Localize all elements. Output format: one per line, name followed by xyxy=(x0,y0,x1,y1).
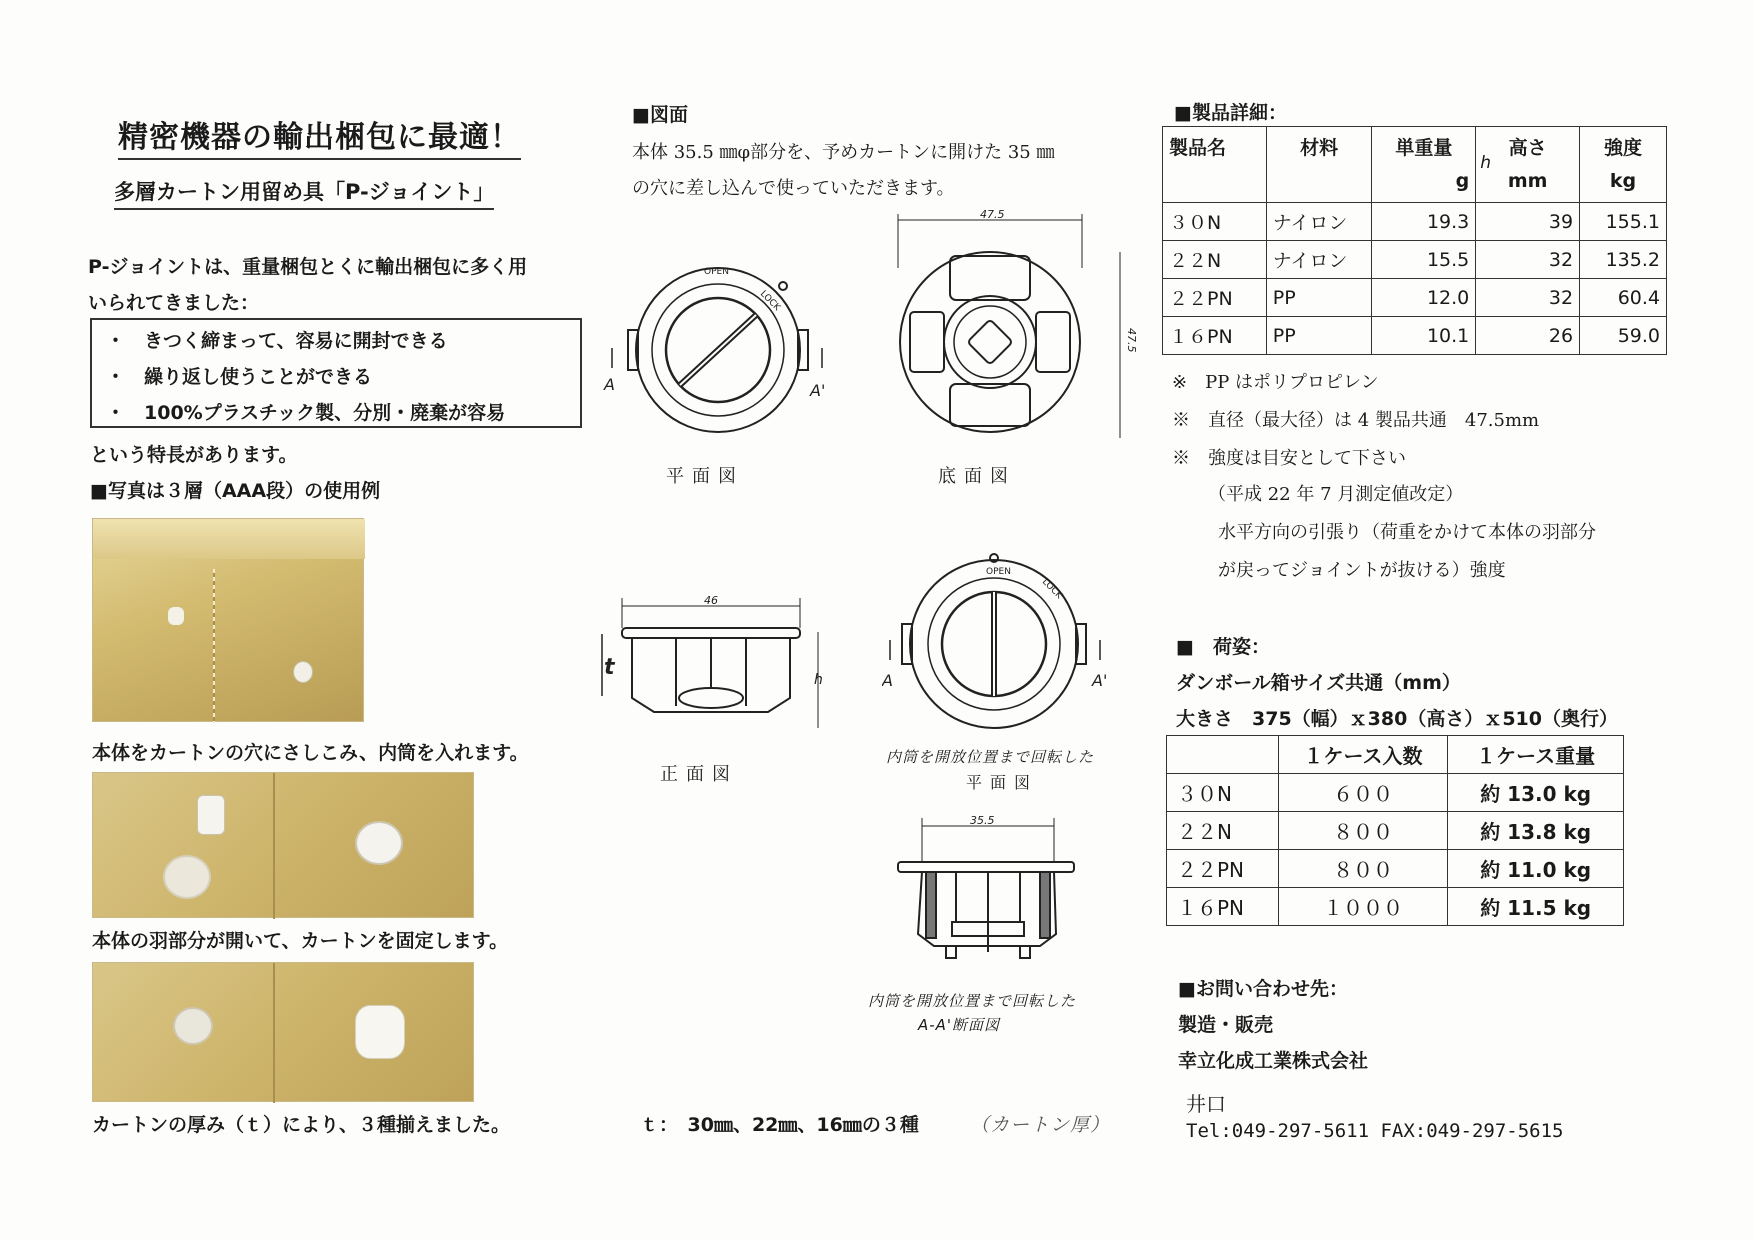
lock-label: LOCK xyxy=(1039,577,1064,602)
contact-company: 幸立化成工業株式会社 xyxy=(1178,1050,1369,1072)
photo-carton-box xyxy=(92,518,364,722)
th-product xyxy=(1163,127,1267,203)
drawing-text-2: の穴に差し込んで使っていただきます。 xyxy=(632,178,955,199)
carton-edge xyxy=(213,569,215,723)
wing-top xyxy=(950,256,1030,300)
section-view-drawing xyxy=(890,812,1080,962)
th-case-weight: １ケース重量 xyxy=(1448,736,1624,774)
feature-item: ・ 100%プラスチック製、分別・廃棄が容易 xyxy=(106,402,506,424)
note-sub-2: 水平方向の引張り（荷重をかけて本体の羽部分 xyxy=(1218,522,1596,543)
thickness-hand-note: （カートン厚） xyxy=(970,1114,1111,1136)
cell-quantity: ６００ xyxy=(1278,774,1448,812)
rotated-top-label-1: 内筒を開放位置まで回転した xyxy=(886,748,1095,766)
rotated-top-view-drawing xyxy=(882,548,1122,748)
wall-hatch xyxy=(1040,872,1050,938)
cell-case-weight: 約 11.5 kg xyxy=(1448,888,1624,926)
cell-case-weight: 約 11.0 kg xyxy=(1448,850,1624,888)
a-label: A xyxy=(882,671,893,690)
open-label: OPEN xyxy=(704,267,729,277)
feature-box xyxy=(90,318,582,428)
cell-case-weight: 約 13.0 kg xyxy=(1448,774,1624,812)
drawing-heading: ■図面 xyxy=(632,104,688,126)
cell-height: 26 xyxy=(1476,317,1580,355)
h-label: h xyxy=(814,672,823,688)
front-view-label: 正面図 xyxy=(660,764,738,785)
dim-46: 46 xyxy=(704,594,718,607)
cell-weight: 19.3 xyxy=(1372,203,1476,241)
table-row xyxy=(1163,279,1667,317)
table-row xyxy=(1163,241,1667,279)
intro-line-1: P-ジョイントは、重量梱包とくに輸出梱包に多く用 xyxy=(88,256,528,278)
cell-quantity: １０００ xyxy=(1278,888,1448,926)
bottom-view-drawing xyxy=(888,208,1138,448)
th-label: 強度 xyxy=(1604,137,1643,159)
table-header-row xyxy=(1163,127,1667,203)
tube-bottom xyxy=(679,688,743,708)
cell-material: ナイロン xyxy=(1266,241,1372,279)
contact-role: 製造・販売 xyxy=(1178,1014,1274,1036)
joint-wing-icon xyxy=(355,1005,405,1059)
top-view-label: 平面図 xyxy=(666,466,744,487)
page-subtitle: 多層カートン用留め具「P-ジョイント」 xyxy=(114,176,494,210)
cell-height: 39 xyxy=(1476,203,1580,241)
flange xyxy=(898,862,1074,872)
packing-table xyxy=(1166,735,1624,926)
cell-product: ３０N xyxy=(1167,774,1279,812)
cell-product: ３０N xyxy=(1163,203,1267,241)
cell-strength: 60.4 xyxy=(1580,279,1667,317)
packing-heading: ■ 荷姿： xyxy=(1176,636,1270,658)
flange xyxy=(622,628,800,638)
contact-person: 井口 xyxy=(1186,1092,1226,1116)
joint-photo-icon xyxy=(293,661,313,683)
note-1: ※ PP はポリプロピレン xyxy=(1172,372,1379,393)
cell-product: １６PN xyxy=(1167,888,1279,926)
front-view-drawing xyxy=(592,588,832,738)
section-label-2: A-A'断面図 xyxy=(918,1016,1001,1034)
section-label-1: 内筒を開放位置まで回転した xyxy=(868,992,1077,1010)
tube-bar-inner xyxy=(680,315,756,385)
dim-47-5-h: 47.5 xyxy=(980,208,1005,221)
thickness-note: ｔ： 30㎜、22㎜、16㎜の３種 xyxy=(640,1114,919,1136)
wing-bottom xyxy=(950,384,1030,426)
note-sub-3: が戻ってジョイントが抜ける）強度 xyxy=(1218,560,1506,581)
wing-left xyxy=(910,312,944,372)
product-details-table xyxy=(1162,126,1667,355)
cell-product: ２２N xyxy=(1163,241,1267,279)
cell-material: PP xyxy=(1266,317,1372,355)
photo-heading: ■写真は３層（AAA段）の使用例 xyxy=(90,480,381,502)
open-label: OPEN xyxy=(986,567,1011,577)
photo-joint-fixed xyxy=(92,962,474,1102)
cell-product: １６PN xyxy=(1163,317,1267,355)
lock-label: LOCK xyxy=(757,289,782,314)
photo-divider xyxy=(273,773,275,919)
cell-strength: 135.2 xyxy=(1580,241,1667,279)
center-cross xyxy=(967,319,1012,364)
cell-quantity: ８００ xyxy=(1278,850,1448,888)
th-label: 製品名 xyxy=(1169,137,1227,159)
th-quantity: １ケース入数 xyxy=(1278,736,1448,774)
lock-dot xyxy=(779,282,787,290)
photo-caption-3: カートンの厚み（ｔ）により、３種揃えました。 xyxy=(92,1114,511,1136)
bottom-view-label: 底面図 xyxy=(938,466,1016,487)
details-heading: ■製品詳細： xyxy=(1174,102,1287,124)
inner-ring xyxy=(944,296,1036,388)
foot xyxy=(1020,946,1030,958)
packing-line-1: ダンボール箱サイズ共通（mm） xyxy=(1176,672,1461,694)
cell-height: 32 xyxy=(1476,279,1580,317)
th-label: 単重量 xyxy=(1395,137,1453,159)
contact-heading: ■お問い合わせ先： xyxy=(1178,978,1348,1000)
cell-quantity: ８００ xyxy=(1278,812,1448,850)
wall-hatch xyxy=(926,872,936,938)
rotated-top-label-2: 平面図 xyxy=(966,773,1039,792)
cell-weight: 10.1 xyxy=(1372,317,1476,355)
packing-line-2: 大きさ 375（幅）ｘ380（高さ）ｘ510（奥行） xyxy=(1176,708,1618,730)
t-label: t xyxy=(604,655,615,680)
wing-right xyxy=(1036,312,1070,372)
table-row xyxy=(1167,850,1624,888)
th-weight xyxy=(1372,127,1476,203)
joint-photo-icon xyxy=(168,607,184,625)
joint-top-icon xyxy=(355,821,403,865)
th-label: 高さ xyxy=(1508,137,1547,159)
cell-weight: 12.0 xyxy=(1372,279,1476,317)
table-row xyxy=(1163,203,1667,241)
th-material xyxy=(1266,127,1372,203)
note-2: ※ 直径（最大径）は 4 製品共通 47.5mm xyxy=(1172,410,1540,431)
photo-caption-2: 本体の羽部分が開いて、カートンを固定します。 xyxy=(92,930,509,952)
intro-line-2: いられてきました： xyxy=(88,292,260,314)
cell-height: 32 xyxy=(1476,241,1580,279)
th-strength xyxy=(1580,127,1667,203)
foot xyxy=(946,946,956,958)
a-prime-label: A' xyxy=(1092,671,1108,690)
inner-tube-icon xyxy=(197,795,225,835)
feature-item: ・ きつく締まって、容易に開封できる xyxy=(106,330,448,352)
cell-material: ナイロン xyxy=(1266,203,1372,241)
cell-material: PP xyxy=(1266,279,1372,317)
table-header-row xyxy=(1167,736,1624,774)
inner-ring-2 xyxy=(954,306,1026,378)
joint-hole-icon xyxy=(173,1007,213,1045)
h-mark: h xyxy=(1480,153,1492,173)
photo-joint-open xyxy=(92,772,474,918)
table-row xyxy=(1167,812,1624,850)
th-unit: mm xyxy=(1507,170,1548,192)
table-row xyxy=(1167,888,1624,926)
feature-item: ・ 繰り返し使うことができる xyxy=(106,366,373,388)
note-3: ※ 強度は目安として下さい xyxy=(1172,448,1406,469)
outer-ring xyxy=(900,252,1080,432)
th-height xyxy=(1476,127,1580,203)
photo-divider xyxy=(273,963,275,1103)
page-title: 精密機器の輸出梱包に最適！ xyxy=(118,112,521,160)
a-prime-label: A' xyxy=(810,381,826,400)
cell-product: ２２PN xyxy=(1167,850,1279,888)
a-label: A xyxy=(604,375,615,394)
table-row xyxy=(1167,774,1624,812)
th-unit: g xyxy=(1455,170,1470,192)
photo-caption-1: 本体をカートンの穴にさしこみ、内筒を入れます。 xyxy=(92,742,529,764)
th-unit: kg xyxy=(1609,170,1637,192)
cell-strength: 59.0 xyxy=(1580,317,1667,355)
contact-phone: Tel:049-297-5611 FAX:049-297-5615 xyxy=(1186,1120,1564,1142)
dim-35-5: 35.5 xyxy=(970,814,995,827)
cell-case-weight: 約 13.8 kg xyxy=(1448,812,1624,850)
cell-product: ２２N xyxy=(1167,812,1279,850)
note-sub-1: （平成 22 年 7 月測定値改定） xyxy=(1208,484,1464,505)
cell-strength: 155.1 xyxy=(1580,203,1667,241)
joint-hole-icon xyxy=(163,855,211,899)
intro-outro: という特長があります。 xyxy=(90,444,298,466)
table-row xyxy=(1163,317,1667,355)
dim-47-5-v: 47.5 xyxy=(1125,328,1138,353)
th-empty xyxy=(1167,736,1279,774)
cell-weight: 15.5 xyxy=(1372,241,1476,279)
th-label: 材料 xyxy=(1300,137,1339,159)
cell-product: ２２PN xyxy=(1163,279,1267,317)
drawing-text-1: 本体 35.5 ㎜φ部分を、予めカートンに開けた 35 ㎜ xyxy=(632,142,1055,163)
box-top-face xyxy=(93,519,365,559)
top-view-drawing xyxy=(600,250,830,450)
